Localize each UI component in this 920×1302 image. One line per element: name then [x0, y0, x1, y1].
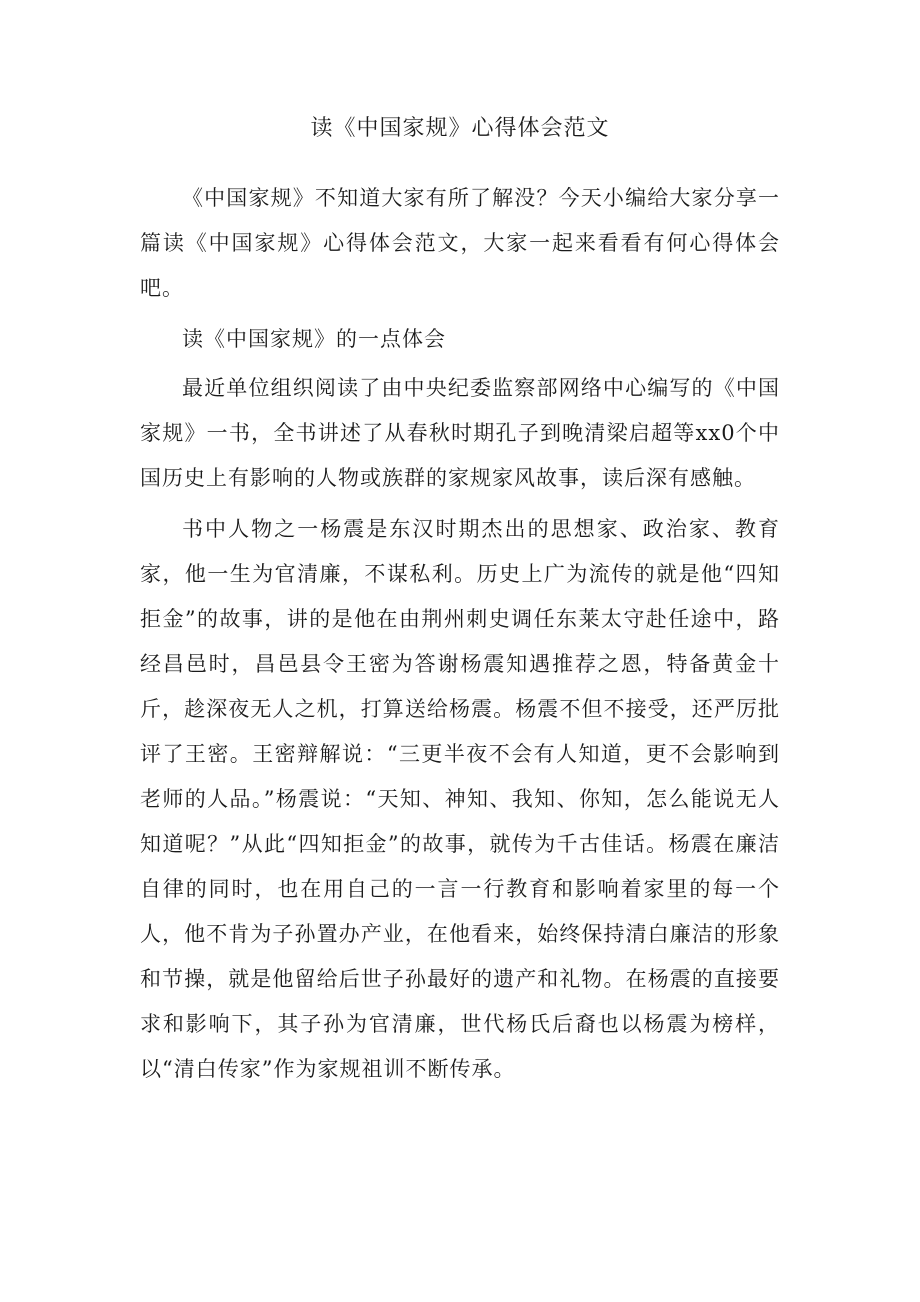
paragraph-yang-zhen-story: 书中人物之一杨震是东汉时期杰出的思想家、政治家、教育家，他一生为官清廉，不谋私利。历史上广为流传的就是他“四知拒金”的故事，讲的是他在由荆州刺史调任东莱太守赴任途中，路经昌邑时，昌邑县令王密为答谢杨震知遇推荐之恩，特备黄金十斤，趁深夜无人之机，打算送给杨震。杨震不但不接受，还严厉批评了王密。王密辩解说：“三更半夜不会有人知道，更不会影响到老师的人品。”杨震说：“天知、神知、我知、你知，怎么能说无人知道呢？”从此“四知拒金”的故事，就传为千古佳话。杨震在廉洁自律的同时，也在用自己的一言一行教育和影响着家里的每一个人，他不肯为子孙置办产业，在他看来，始终保持清白廉洁的形象和节操，就是他留给后世子孙最好的遗产和礼物。在杨震的直接要求和影响下，其子孙为官清廉，世代杨氏后裔也以杨震为榜样，以“清白传家”作为家规祖训不断传承。 — [140, 517, 780, 1081]
paragraph-subheading: 读《中国家规》的一点体会 — [182, 327, 446, 351]
paragraph-intro: 《中国家规》不知道大家有所了解没？今天小编给大家分享一篇读《中国家规》心得体会范文，大家一起来看看有何心得体会吧。 — [140, 186, 780, 300]
paragraph-book-summary: 最近单位组织阅读了由中央纪委监察部网络中心编写的《中国家规》一书，全书讲述了从春秋时期孔子到晚清梁启超等xx0个中国历史上有影响的人物或族群的家规家风故事，读后深有感触。 — [140, 376, 780, 490]
document-body — [140, 176, 780, 1098]
document-title: 读《中国家规》心得体会范文 — [310, 116, 610, 141]
